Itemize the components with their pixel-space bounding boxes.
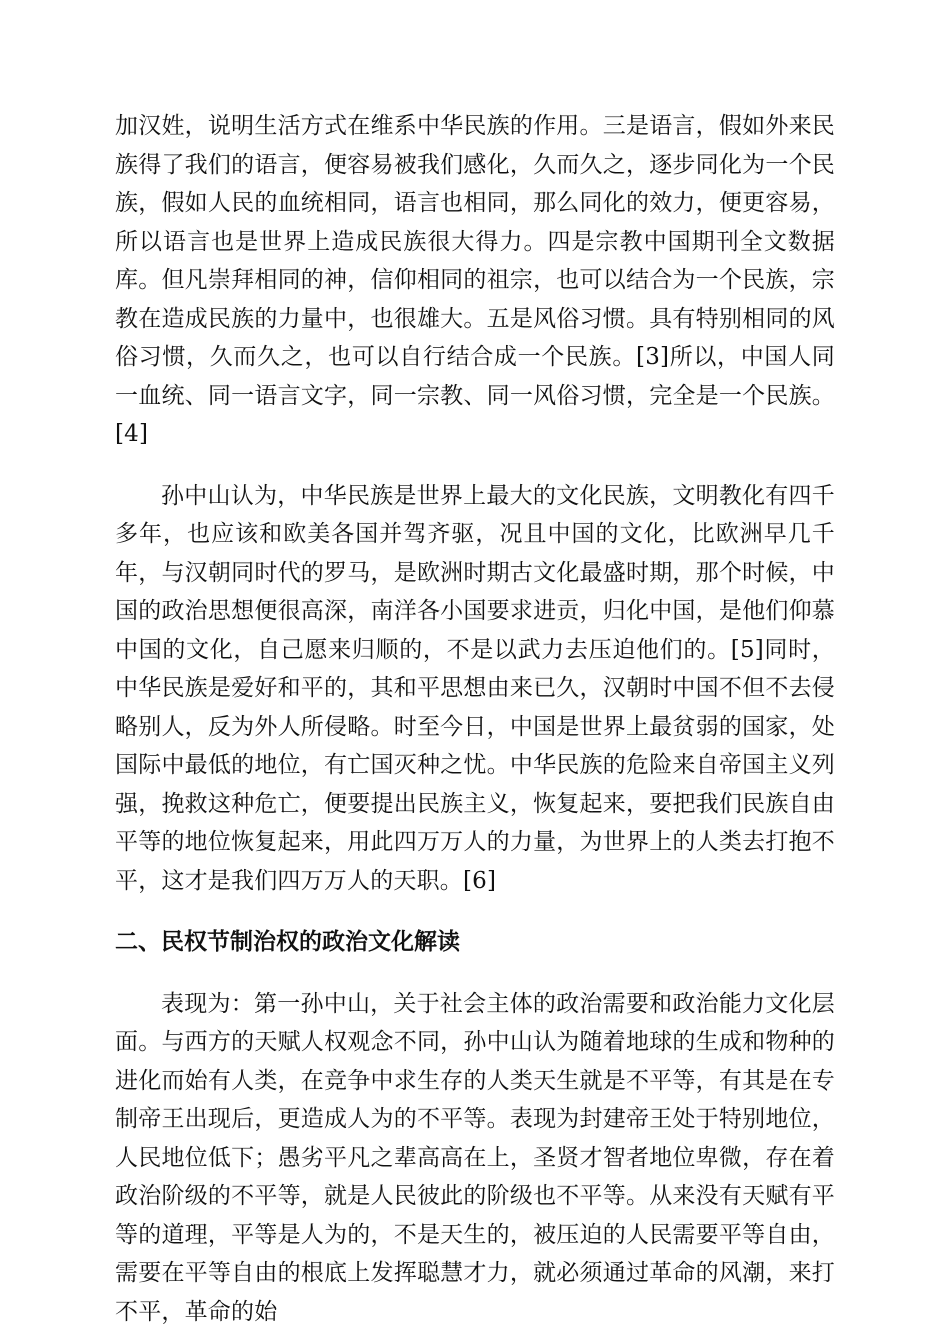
paragraph-gap xyxy=(115,962,835,985)
section-heading: 二、民权节制治权的政治文化解读 xyxy=(115,929,460,955)
paragraph-2: 孙中山认为，中华民族是世界上最大的文化民族，文明教化有四千多年，也应该和欧美各国并驾齐驱，况且中国的文化，比欧洲早几千年，与汉朝同时代的罗马，是欧洲时期古文化最盛时期，那个时候，中国的政治思想便很高深，南洋各小国要求进贡，归化中国，是他们仰慕中国的文化，自己愿来归顺的，不是以武力去压迫他们的。[5]同时，中华民族是爱好和平的，其和平思想由来已久，汉朝时中国不但不去侵略别人，反为外人所侵略。时至今日，中国是世界上最贫弱的国家，处国际中最低的地位，有亡国灭种之忧。中华民族的危险来自帝国主义列强，挽救这种危亡，便要提出民族主义，恢复起来，要把我们民族自由平等的地位恢复起来，用此四万万人的力量，为世界上的人类去打抱不平，这才是我们四万万人的天职。[6] xyxy=(115,482,835,894)
paragraph-1: 加汉姓，说明生活方式在维系中华民族的作用。三是语言，假如外来民族得了我们的语言，便容易被我们感化，久而久之，逐步同化为一个民族，假如人民的血统相同，语言也相同，那么同化的效力，便更容易，所以语言也是世界上造成民族很大得力。四是宗教中国期刊全文数据库。但凡崇拜相同的神，信仰相同的祖宗，也可以结合为一个民族，宗教在造成民族的力量中，也很雄大。五是风俗习惯。具有特别相同的风俗习惯，久而久之，也可以自行结合成一个民族。[3]所以，中国人同一血统、同一语言文字，同一宗教、同一风俗习惯，完全是一个民族。[4] xyxy=(115,113,835,447)
paragraph-gap xyxy=(115,454,835,477)
paragraph-3: 表现为：第一孙中山，关于社会主体的政治需要和政治能力文化层面。与西方的天赋人权观念不同，孙中山认为随着地球的生成和物种的进化而始有人类，在竞争中求生存的人类天生就是不平等，有其是在专制帝王出现后，更造成人为的不平等。表现为封建帝王处于特别地位，人民地位低下；愚劣平凡之辈高高在上，圣贤才智者地位卑微，存在着政治阶级的不平等，就是人民彼此的阶级也不平等。从来没有天赋有平等的道理，平等是人为的，不是天生的，被压迫的人民需要平等自由，需要在平等自由的根底上发挥聪慧才力，就必须通过革命的风潮，来打不平，革命的始 xyxy=(115,990,835,1325)
document-page xyxy=(115,107,835,1331)
paragraph-gap xyxy=(115,900,835,923)
